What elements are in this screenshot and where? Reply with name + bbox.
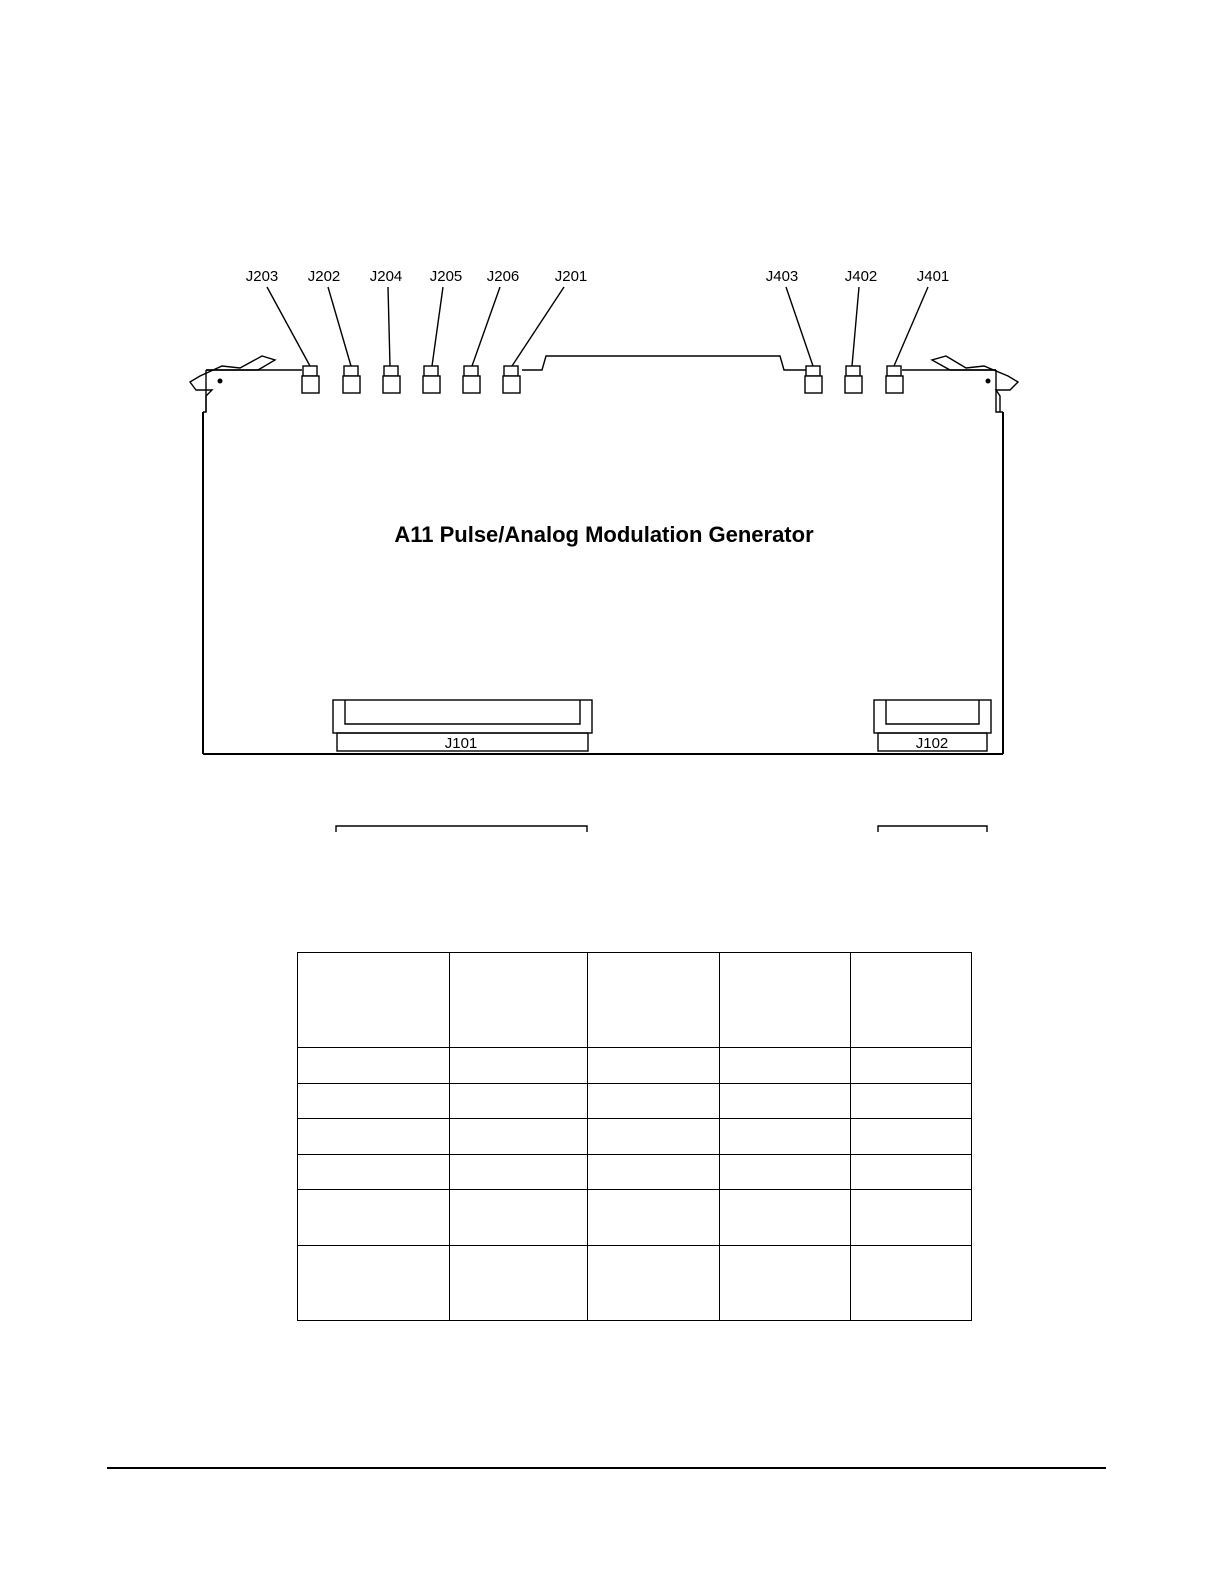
table-row (298, 1048, 972, 1084)
table-row (298, 953, 972, 1048)
ejector-left (190, 356, 275, 412)
leader-lines (267, 287, 928, 366)
top-connector-bodies (302, 366, 903, 393)
board-outline (203, 356, 1003, 754)
table-row (298, 1119, 972, 1155)
label-j205: J205 (429, 268, 463, 285)
label-j402: J402 (844, 268, 878, 285)
label-j403: J403 (765, 268, 799, 285)
connector-j401-body (886, 366, 903, 393)
table-row (298, 1084, 972, 1119)
label-j201: J201 (554, 268, 588, 285)
connector-j102 (874, 700, 991, 752)
connector-j202-body (343, 366, 360, 393)
board-title: A11 Pulse/Analog Modulation Generator (394, 522, 814, 547)
table-row (298, 1155, 972, 1190)
label-j204: J204 (369, 268, 403, 285)
ejector-right (932, 356, 1018, 412)
mating-brackets (336, 826, 987, 832)
table-row (298, 1190, 972, 1246)
connector-j402-body (845, 366, 862, 393)
connector-j201-body (503, 366, 520, 393)
connector-j206-body (463, 366, 480, 393)
top-connector-labels (246, 268, 950, 285)
label-j206: J206 (486, 268, 520, 285)
table-row (298, 1246, 972, 1321)
connector-j203-body (302, 366, 319, 393)
label-j101: J101 (444, 735, 478, 752)
connector-table (297, 952, 972, 1321)
connector-j403-body (805, 366, 822, 393)
label-j102: J102 (915, 735, 949, 752)
label-j203: J203 (245, 268, 279, 285)
label-j401: J401 (916, 268, 950, 285)
connector-j204-body (383, 366, 400, 393)
connector-j205-body (423, 366, 440, 393)
label-j202: J202 (307, 268, 341, 285)
connector-j101 (333, 700, 592, 752)
footer-divider (107, 1467, 1106, 1469)
